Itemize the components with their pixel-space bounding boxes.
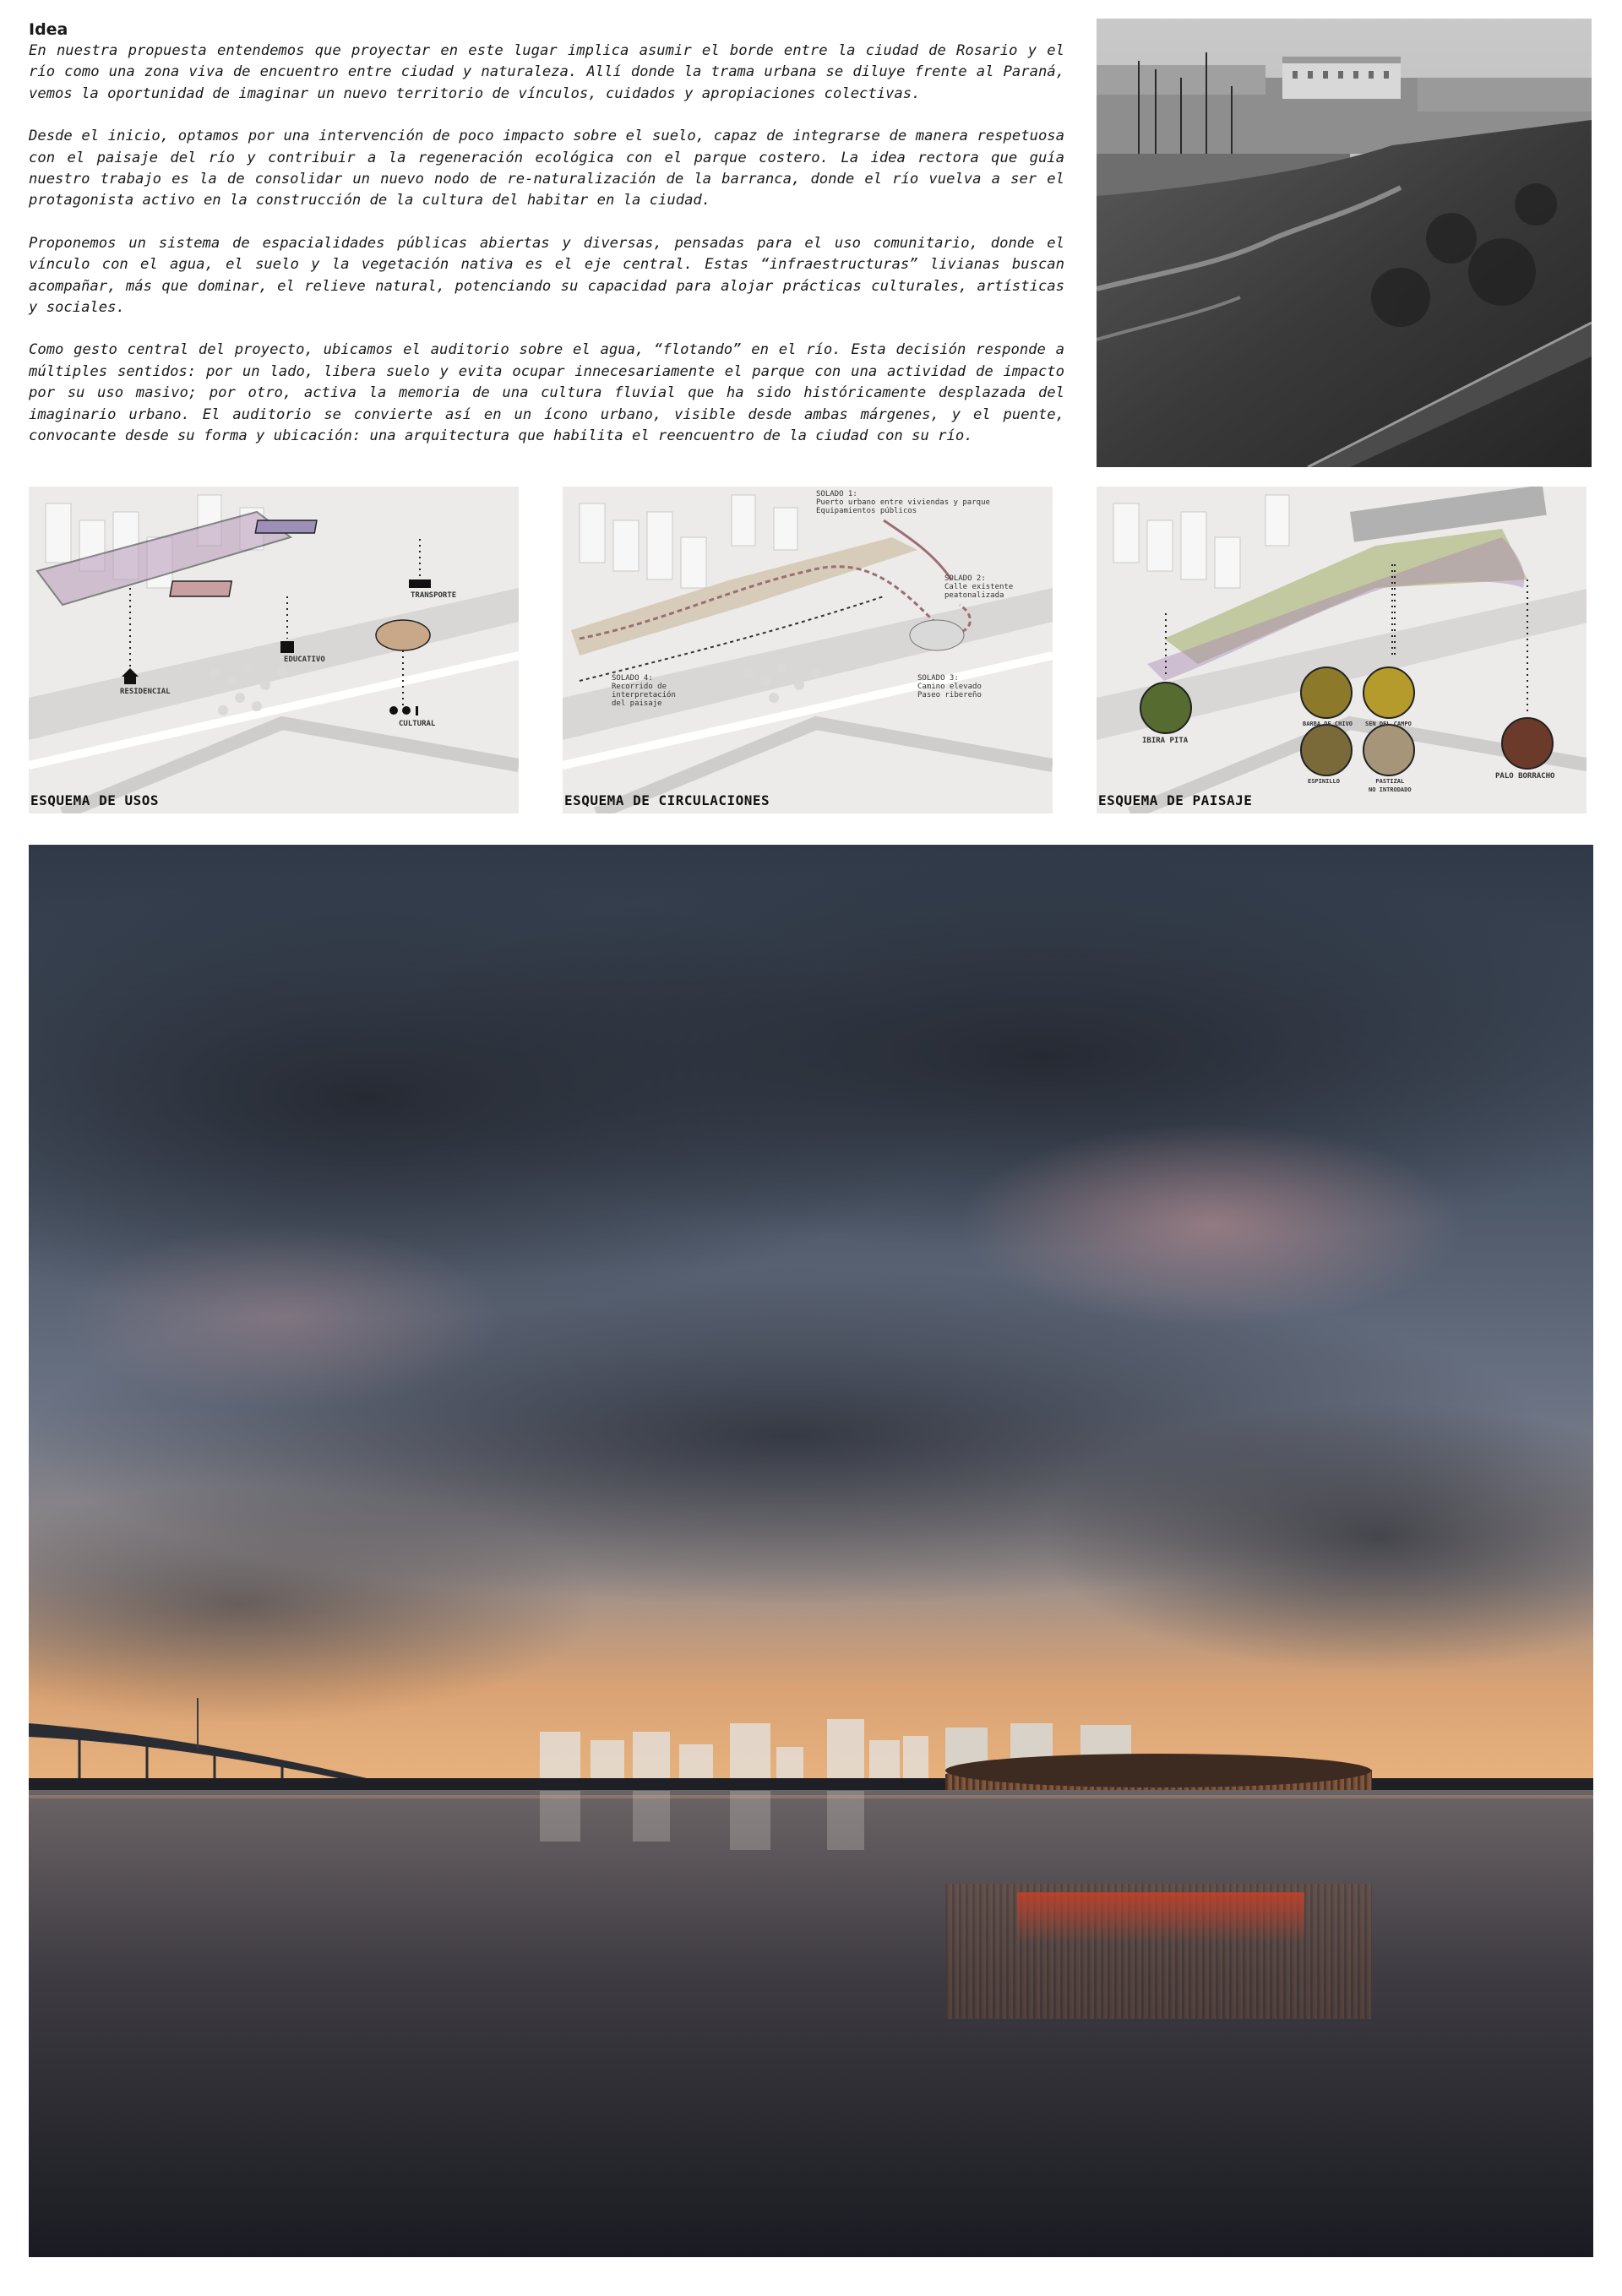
idea-paragraph-4: Como gesto central del proyecto, ubicamos el auditorio sobre el agua, “flotando” en el río. Esta decisión responde a múltiples sentidos: por un lado, libera suelo y evita ocupar innecesariamente el parque con una actividad de impacto por su uso masivo; por otro, activa la memoria de una cultura fluvial que ha sido históricamente desplazada del imaginario urbano. El auditorio se convierte así en un ícono urbano, visible desde ambas márgenes, y el puente, convocante desde su forma y ubicación: una arquitectura que habilita el reencuentro de la ciudad con su río. <box>29 341 1064 445</box>
diagram-usos-title: ESQUEMA DE USOS <box>30 792 159 808</box>
pastizal-photo <box>1363 725 1414 775</box>
ibira-pita-photo <box>1140 683 1191 733</box>
label-solado-2: SOLADO 2: Calle existente peatonalizada <box>944 574 1014 600</box>
palo-borracho-photo <box>1502 718 1553 769</box>
label-ibira-pita: IBIRA PITA <box>1142 737 1189 745</box>
diagram-paisaje-title: ESQUEMA DE PAISAJE <box>1098 792 1253 808</box>
diagram-circulaciones-title: ESQUEMA DE CIRCULACIONES <box>564 792 770 808</box>
espinillo-photo <box>1301 725 1352 775</box>
label-cultural: CULTURAL <box>399 720 436 728</box>
idea-title: Idea <box>29 20 68 39</box>
label-espinillo: ESPINILLO <box>1308 778 1340 785</box>
barba-de-chivo-photo <box>1301 667 1352 718</box>
book-icon <box>280 641 294 653</box>
sen-del-campo-photo <box>1363 667 1414 718</box>
label-solado-1: SOLADO 1: Puerto urbano entre viviendas y parque Equipamientos públicos <box>816 490 990 515</box>
diagram-paisaje <box>1097 487 1587 813</box>
label-solado-3: SOLADO 3: Camino elevado Paseo ribereño <box>917 674 982 699</box>
label-educativo: EDUCATIVO <box>284 656 325 664</box>
label-residencial: RESIDENCIAL <box>120 688 171 696</box>
label-pastizal: PASTIZAL NO INTRODADO <box>1369 778 1412 793</box>
auditorium-render <box>29 845 1593 2257</box>
idea-paragraph-3: Proponemos un sistema de espacialidades públicas abiertas y diversas, pensadas para el uso comunitario, donde el vínculo con el agua, el suelo y la vegetación nativa es el eje central. Estas “infraestructuras” livianas buscan acompañar, más que dominar, el relieve natural, potenciando su capacidad para alojar prácticas culturales, artísticas y sociales. <box>29 234 1064 317</box>
idea-paragraph-2: Desde el inicio, optamos por una intervención de poco impacto sobre el suelo, capaz de integrarse de manera respetuosa con el paisaje del río y contribuir a la regeneración ecológica con el parque costero. La idea rectora que guía nuestro trabajo es la de consolidar un nuevo nodo de re-naturalización de la barranca, donde el río vuelva a ser el protagonista activo en la construcción de la cultura del habitar en la ciudad. <box>29 128 1064 209</box>
diagram-usos <box>29 487 519 813</box>
diagram-circulaciones <box>563 487 1053 813</box>
historical-photo <box>1097 19 1592 467</box>
idea-paragraph-1: En nuestra propuesta entendemos que proyectar en este lugar implica asumir el borde entre la ciudad de Rosario y el río como una zona viva de encuentro entre ciudad y naturaleza. Allí donde la trama urbana se diluye frente al Paraná, vemos la oportunidad de imaginar un nuevo territorio de vínculos, cuidados y apropiaciones colectivas. <box>29 42 1064 102</box>
idea-text-block <box>29 20 1064 469</box>
bus-icon <box>409 579 431 588</box>
label-solado-4: SOLADO 4: Recorrido de interpretación del paisaje <box>612 674 676 708</box>
label-palo-borracho: PALO BORRACHO <box>1495 772 1555 781</box>
label-barba-de-chivo: BARBA DE CHIVO <box>1303 721 1353 727</box>
label-transporte: TRANSPORTE <box>411 591 457 600</box>
label-sen-del-campo: SEN DEL CAMPO <box>1365 721 1412 727</box>
